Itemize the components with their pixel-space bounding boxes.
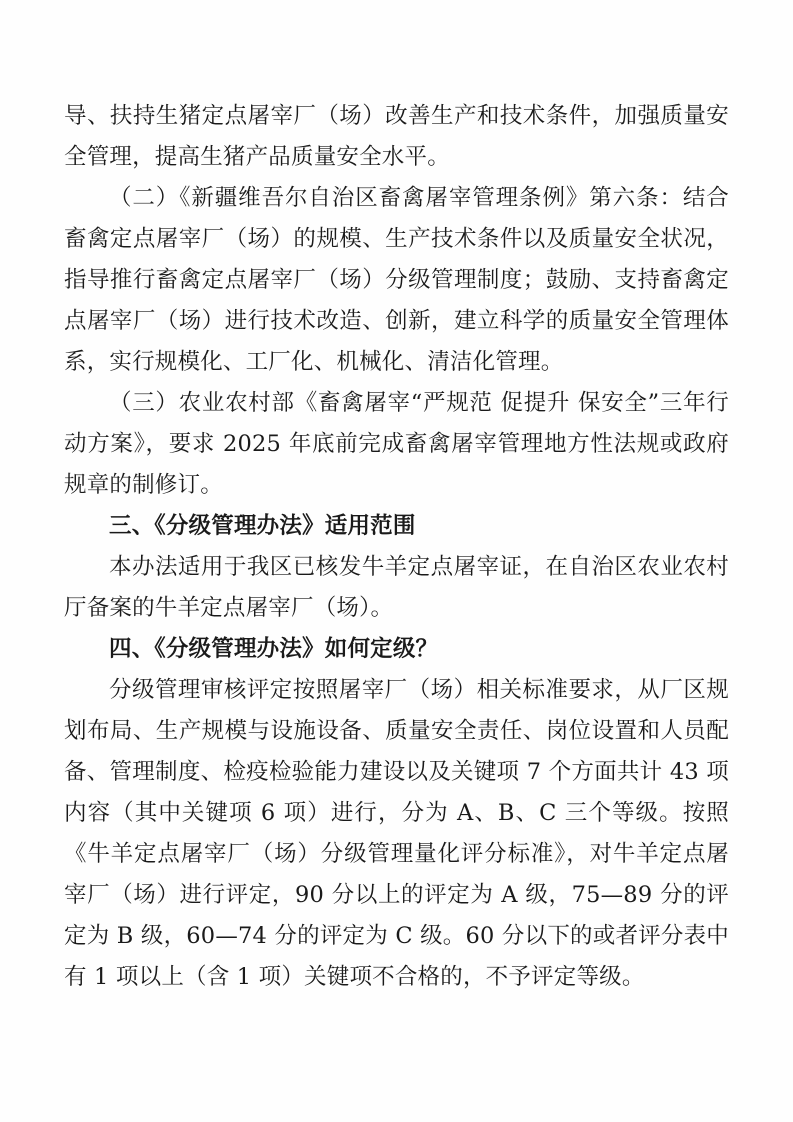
document-body — [64, 96, 729, 998]
section-heading-four: 四、《分级管理办法》如何定级？ — [109, 636, 439, 662]
paragraph-scope: 本办法适用于我区已核发牛羊定点屠宰证，在自治区农业农村厅备案的牛羊定点屠宰厂（场）。 — [64, 554, 729, 621]
section-heading-three: 三、《分级管理办法》适用范围 — [109, 513, 416, 539]
paragraph-continued: 导、扶持生猪定点屠宰厂（场）改善生产和技术条件，加强质量安全管理，提高生猪产品质量安全水平。 — [64, 103, 729, 170]
paragraph-regulation-item-2: （二）《新疆维吾尔自治区畜禽屠宰管理条例》第六条：结合畜禽定点屠宰厂（场）的规模、生产技术条件以及质量安全状况，指导推行畜禽定点屠宰厂（场）分级管理制度；鼓励、支持畜禽定点屠宰厂（场）进行技术改造、创新，建立科学的质量安全管理体系，实行规模化、工厂化、机械化、清洁化管理。 — [64, 185, 729, 375]
paragraph-regulation-item-3: （三）农业农村部《畜禽屠宰“严规范 促提升 保安全”三年行动方案》，要求 2025 年底前完成畜禽屠宰管理地方性法规或政府规章的制修订。 — [64, 390, 729, 498]
paragraph-grading-criteria: 分级管理审核评定按照屠宰厂（场）相关标准要求，从厂区规划布局、生产规模与设施设备、质量安全责任、岗位设置和人员配备、管理制度、检疫检验能力建设以及关键项 7 个方面共计 43 项内容（其中关键项 6 项）进行，分为 A、B、C 三个等级。按照《牛羊定点屠宰厂（场）分级管理量化评分标准》，对牛羊定点屠宰厂（场）进行评定，90 分以上的评定为 A 级，75—89 分的评定为 B 级，60—74 分的评定为 C 级。60 分以下的或者评分表中有 1 项以上（含 1 项）关键项不合格的，不予评定等级。 — [64, 677, 729, 990]
